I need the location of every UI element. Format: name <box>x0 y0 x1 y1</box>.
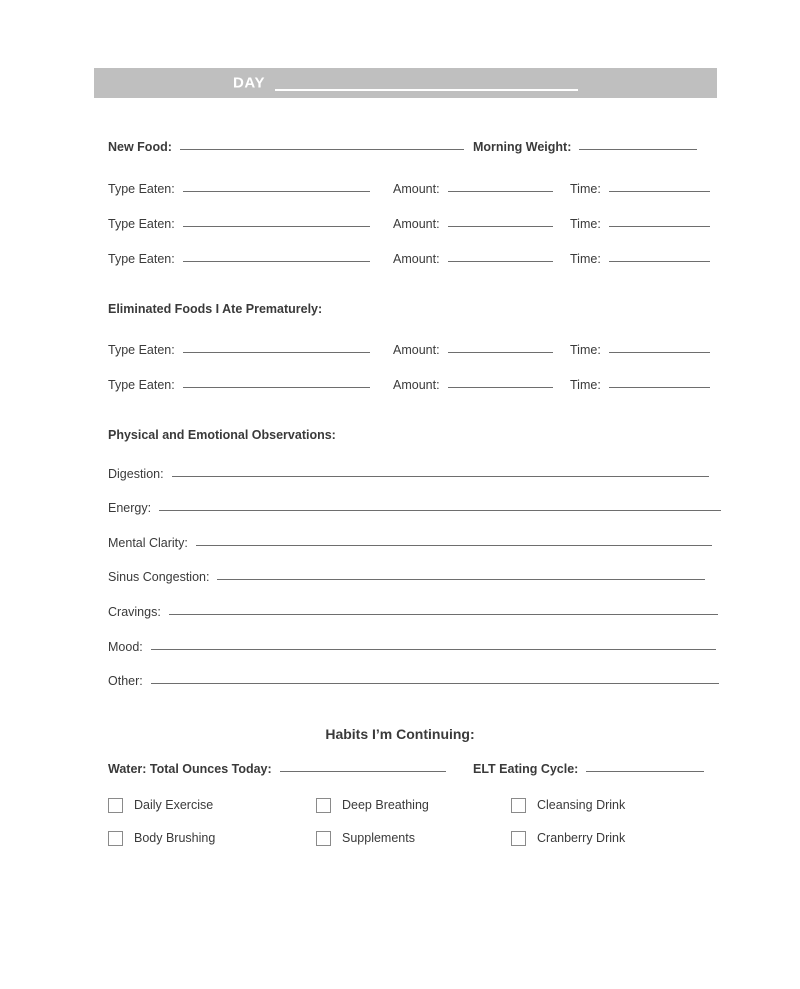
checkbox-icon[interactable] <box>108 798 123 813</box>
digestion-field <box>108 468 709 481</box>
checkbox-supplements[interactable] <box>316 831 415 846</box>
type-eaten-input-line[interactable] <box>183 226 370 227</box>
sinus-congestion-label: Sinus Congestion: <box>108 570 210 584</box>
checkbox-body-brushing[interactable] <box>108 831 215 846</box>
checkbox-icon[interactable] <box>511 831 526 846</box>
amount-input-line[interactable] <box>448 261 553 262</box>
time-input-line[interactable] <box>609 226 710 227</box>
other-label: Other: <box>108 674 143 688</box>
type-eaten-label: Type Eaten: <box>108 217 175 231</box>
mood-input-line[interactable] <box>151 649 716 650</box>
time-label: Time: <box>570 343 601 357</box>
type-eaten-label: Type Eaten: <box>108 252 175 266</box>
mood-field <box>108 641 716 654</box>
checkbox-cranberry-drink[interactable] <box>511 831 625 846</box>
day-label: DAY <box>233 74 266 92</box>
energy-field <box>108 502 721 515</box>
energy-label: Energy: <box>108 501 152 515</box>
time-input-line[interactable] <box>609 261 710 262</box>
energy-input-line[interactable] <box>159 510 721 511</box>
time-input-line[interactable] <box>609 352 710 353</box>
amount-label: Amount: <box>393 252 440 266</box>
digestion-input-line[interactable] <box>172 476 709 477</box>
cravings-label: Cravings: <box>108 605 161 619</box>
amount-input-line[interactable] <box>448 352 553 353</box>
type-eaten-field <box>108 253 370 266</box>
type-eaten-label: Type Eaten: <box>108 343 175 357</box>
water-ounces-input-line[interactable] <box>280 771 446 772</box>
type-eaten-field <box>108 218 370 231</box>
water-ounces-field <box>108 763 446 776</box>
checkbox-label: Cranberry Drink <box>537 831 626 846</box>
amount-field <box>393 218 553 231</box>
digestion-label: Digestion: <box>108 467 164 481</box>
time-field <box>570 218 710 231</box>
type-eaten-input-line[interactable] <box>183 261 370 262</box>
day-blank-line[interactable] <box>275 89 578 91</box>
checkbox-deep-breathing[interactable] <box>316 798 429 813</box>
type-eaten-input-line[interactable] <box>183 352 370 353</box>
mood-label: Mood: <box>108 640 143 654</box>
mental-clarity-field <box>108 537 712 550</box>
type-eaten-label: Type Eaten: <box>108 378 175 392</box>
cravings-input-line[interactable] <box>169 614 718 615</box>
water-ounces-label: Water: Total Ounces Today: <box>108 762 272 776</box>
amount-field <box>393 183 553 196</box>
amount-label: Amount: <box>393 378 440 392</box>
eliminated-foods-heading: Eliminated Foods I Ate Prematurely: <box>108 302 323 316</box>
amount-field <box>393 379 553 392</box>
checkbox-icon[interactable] <box>511 798 526 813</box>
checkbox-label: Cleansing Drink <box>537 798 626 813</box>
checkbox-label: Body Brushing <box>134 831 216 846</box>
type-eaten-field <box>108 183 370 196</box>
mental-clarity-label: Mental Clarity: <box>108 536 188 550</box>
time-label: Time: <box>570 378 601 392</box>
amount-field <box>393 344 553 357</box>
morning-weight-label: Morning Weight: <box>473 140 572 154</box>
observations-heading: Physical and Emotional Observations: <box>108 428 336 442</box>
type-eaten-input-line[interactable] <box>183 191 370 192</box>
habits-heading: Habits I’m Continuing: <box>325 726 475 742</box>
checkbox-icon[interactable] <box>316 798 331 813</box>
new-food-field <box>108 141 464 154</box>
elt-eating-cycle-field <box>473 763 704 776</box>
checkbox-label: Deep Breathing <box>342 798 429 813</box>
amount-input-line[interactable] <box>448 387 553 388</box>
amount-label: Amount: <box>393 217 440 231</box>
checkbox-icon[interactable] <box>108 831 123 846</box>
other-field <box>108 675 719 688</box>
checkbox-cleansing-drink[interactable] <box>511 798 625 813</box>
amount-label: Amount: <box>393 343 440 357</box>
sinus-congestion-input-line[interactable] <box>217 579 705 580</box>
other-input-line[interactable] <box>151 683 719 684</box>
time-input-line[interactable] <box>609 387 710 388</box>
sinus-congestion-field <box>108 571 705 584</box>
time-field <box>570 253 710 266</box>
time-field <box>570 379 710 392</box>
time-field <box>570 344 710 357</box>
time-label: Time: <box>570 252 601 266</box>
mental-clarity-input-line[interactable] <box>196 545 712 546</box>
day-header-bar <box>94 68 717 98</box>
type-eaten-label: Type Eaten: <box>108 182 175 196</box>
time-label: Time: <box>570 182 601 196</box>
morning-weight-input-line[interactable] <box>579 149 697 150</box>
amount-label: Amount: <box>393 182 440 196</box>
checkbox-label: Supplements <box>342 831 415 846</box>
cravings-field <box>108 606 718 619</box>
type-eaten-field <box>108 379 370 392</box>
checkbox-label: Daily Exercise <box>134 798 214 813</box>
time-input-line[interactable] <box>609 191 710 192</box>
checkbox-daily-exercise[interactable] <box>108 798 213 813</box>
time-label: Time: <box>570 217 601 231</box>
amount-field <box>393 253 553 266</box>
new-food-label: New Food: <box>108 140 172 154</box>
elt-eating-cycle-label: ELT Eating Cycle: <box>473 762 579 776</box>
elt-eating-cycle-input-line[interactable] <box>586 771 704 772</box>
checkbox-icon[interactable] <box>316 831 331 846</box>
type-eaten-input-line[interactable] <box>183 387 370 388</box>
amount-input-line[interactable] <box>448 226 553 227</box>
new-food-input-line[interactable] <box>180 149 464 150</box>
morning-weight-field <box>473 141 697 154</box>
amount-input-line[interactable] <box>448 191 553 192</box>
time-field <box>570 183 710 196</box>
type-eaten-field <box>108 344 370 357</box>
